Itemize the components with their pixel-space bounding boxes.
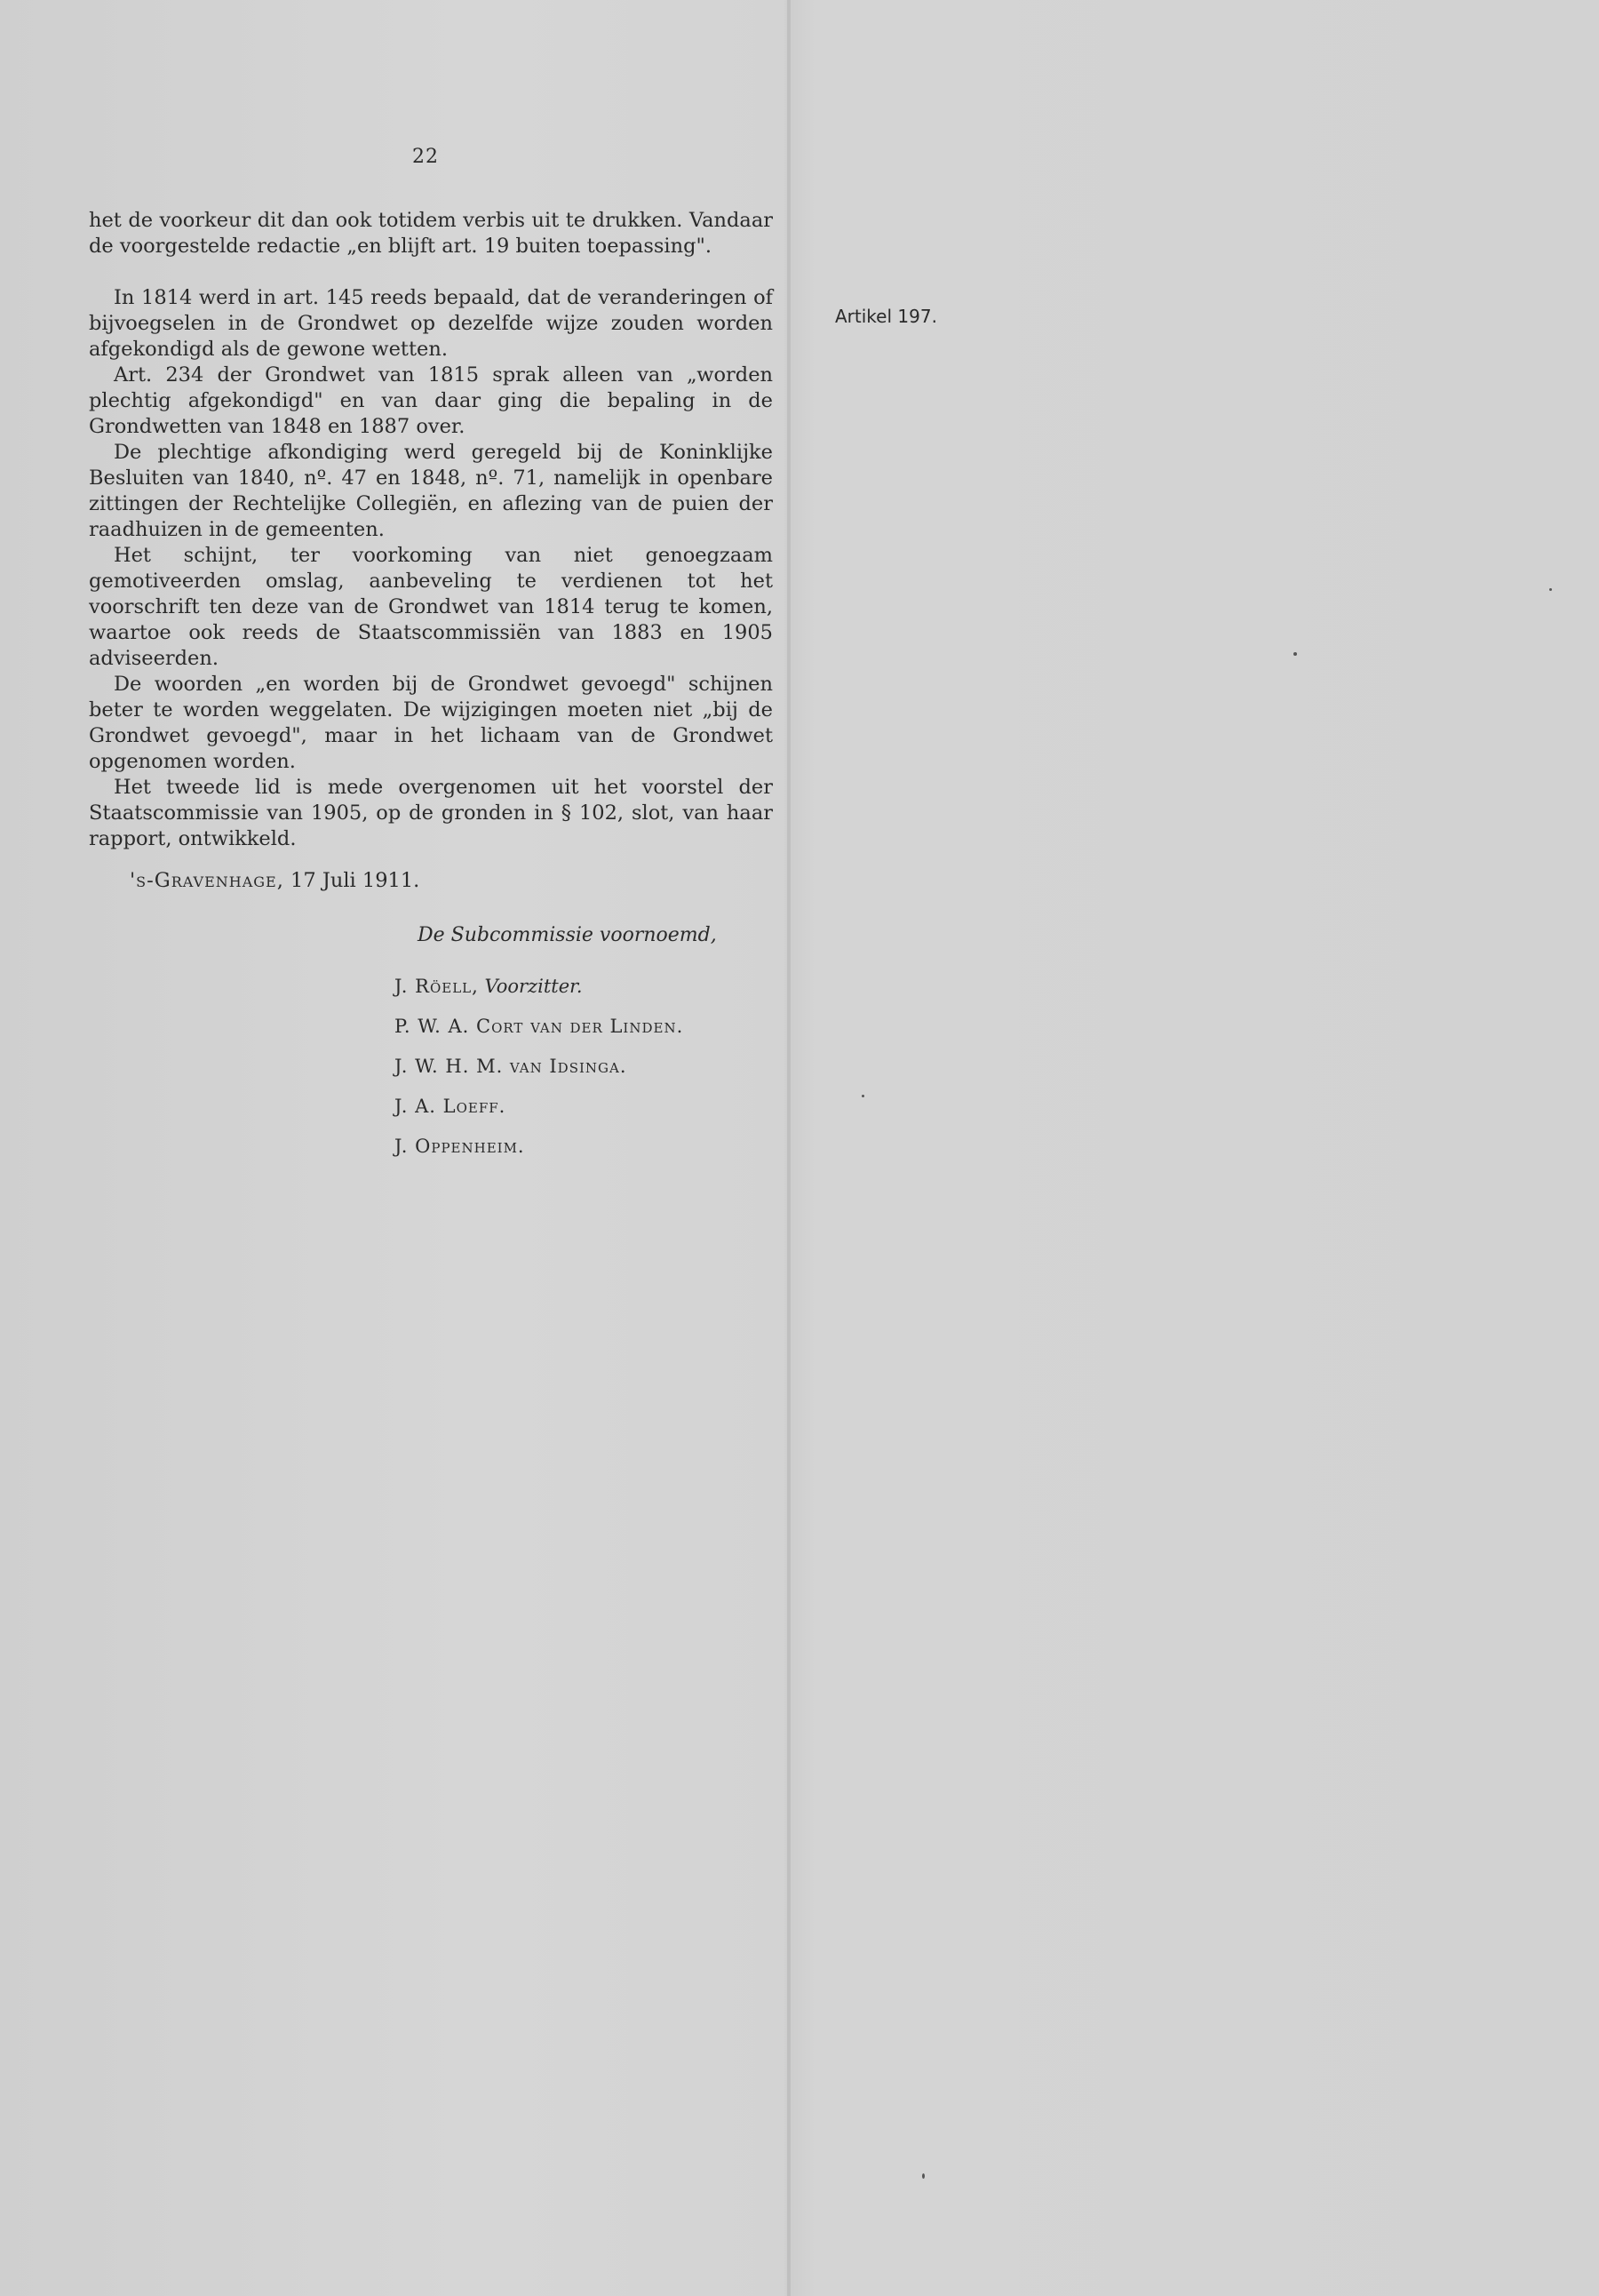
paragraph-5: Het schijnt, ter voorkoming van niet genoegzaam gemotiveerden omslag, aanbeveling te verdienen tot het voorschrift ten deze van de Grondwet van 1814 terug te komen, waartoe ook reeds de Staatscommissiën van 1883 en 1905 adviseerden. xyxy=(89,544,773,670)
place-date xyxy=(130,869,419,892)
signatory-name: J. Oppenheim. xyxy=(394,1136,525,1157)
page-fold xyxy=(787,0,791,2296)
paragraph-6: De woorden „en worden bij de Grondwet gevoegd" schijnen beter te worden weggelaten. De wijzigingen moeten niet „bij de Grondwet gevoegd", maar in het lichaam van de Grondwet opgenomen worden. xyxy=(89,673,773,773)
paragraph-4: De plechtige afkondiging werd geregeld bij de Koninklijke Besluiten van 1840, nº. 47 en 1848, nº. 71, namelijk in openbare zittingen der Rechtelijke Collegiën, en aflezing van de puien der raadhuizen in de gemeenten. xyxy=(89,441,773,541)
date: 17 Juli 1911. xyxy=(290,869,420,892)
signatory-name: J. A. Loeff. xyxy=(394,1096,506,1117)
signatory-name: J. Röell, xyxy=(394,976,479,997)
place: 's-Gravenhage, xyxy=(130,869,284,892)
signatory xyxy=(394,967,683,1007)
margin-note: Artikel 197. xyxy=(835,306,937,327)
closing-line: De Subcommissie voornoemd, xyxy=(418,924,717,946)
paragraph-3: Art. 234 der Grondwet van 1815 sprak alleen van „worden plechtig afgekondigd" en van daar ging die bepaling in de Grondwetten van 1848 en 1887 over. xyxy=(89,363,773,438)
paragraph-7: Het tweede lid is mede overgenomen uit het voorstel der Staatscommissie van 1905, op de gronden in § 102, slot, van haar rapport, ontwikkeld. xyxy=(89,776,773,850)
signatory xyxy=(394,1087,683,1127)
page-number: 22 xyxy=(412,146,439,168)
signatory-role: Voorzitter. xyxy=(484,976,583,997)
body-text xyxy=(89,208,773,852)
paragraph-2: In 1814 werd in art. 145 reeds bepaald, dat de veranderingen of bijvoegselen in de Grondwet op dezelfde wijze zouden worden afgekondigd als de gewone wetten. xyxy=(89,286,773,361)
paper-speck xyxy=(862,1095,864,1097)
paper-speck xyxy=(1549,588,1552,591)
signatories xyxy=(394,967,683,1167)
signatory xyxy=(394,1007,683,1047)
signatory-name: P. W. A. Cort van der Linden. xyxy=(394,1016,684,1037)
signatory-name: J. W. H. M. van Idsinga. xyxy=(394,1056,627,1077)
paragraph-1: het de voorkeur dit dan ook totidem verbis uit te drukken. Vandaar de voorgestelde redactie „en blijft art. 19 buiten toepassing". xyxy=(89,209,773,258)
paper-speck xyxy=(1293,652,1297,656)
paper-speck xyxy=(922,2173,925,2179)
signatory xyxy=(394,1127,683,1167)
signatory xyxy=(394,1047,683,1087)
